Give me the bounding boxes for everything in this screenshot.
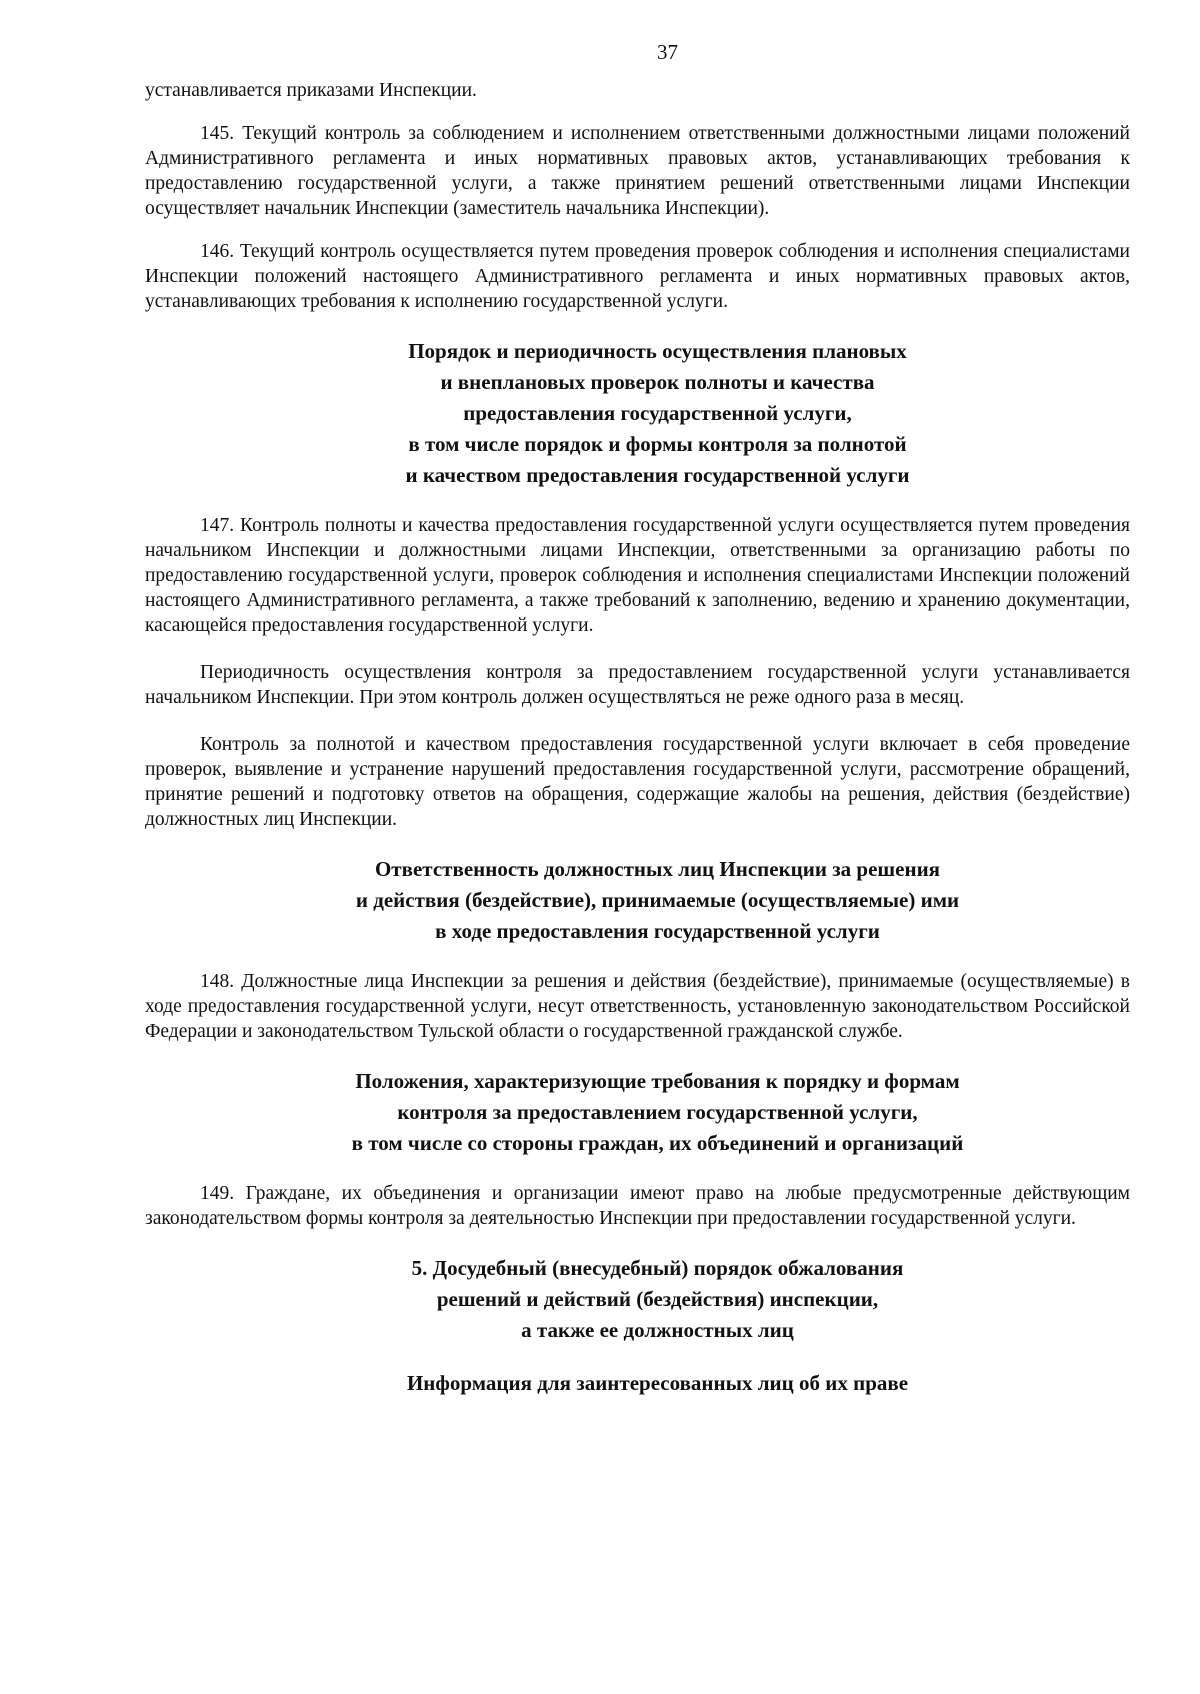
paragraph-continuation: устанавливается приказами Инспекции. xyxy=(145,80,477,101)
paragraph-146: 146. Текущий контроль осуществляется путем проведения проверок соблюдения и исполнения специалистами Инспекции положений настоящего Административного регламента и иных нормативных правовых актов, устанавливающих требования к исполнению государственной услуги. xyxy=(145,241,1130,312)
heading-line: Информация для заинтересованных лиц об их праве xyxy=(406,1371,909,1395)
heading-line: и внеплановых проверок полноты и качества xyxy=(440,370,875,394)
section-heading-responsibility xyxy=(145,854,1130,947)
section-heading-inspections xyxy=(145,336,1130,491)
heading-line: предоставления государственной услуги, xyxy=(463,401,852,425)
paragraph-148: 148. Должностные лица Инспекции за решения и действия (бездействие), принимаемые (осуществляемые) в ходе предоставления государственной услуги, несут ответственность, установленную законодательством Российской Федерации и законодательством Тульской области о государственной гражданской службе. xyxy=(145,971,1130,1042)
paragraph-149: 149. Граждане, их объединения и организации имеют право на любые предусмотренные действующим законодательством формы контроля за деятельностью Инспекции при предоставлении государственной услуги. xyxy=(145,1183,1130,1229)
heading-line: контроля за предоставлением государственной услуги, xyxy=(397,1100,918,1124)
section-heading-info-rights xyxy=(145,1368,1130,1399)
heading-line: 5. Досудебный (внесудебный) порядок обжалования xyxy=(411,1256,904,1280)
heading-line: в том числе со стороны граждан, их объединений и организаций xyxy=(351,1131,964,1155)
section-heading-appeal xyxy=(145,1253,1130,1346)
document-page xyxy=(145,40,1130,1399)
heading-line: Положения, характеризующие требования к порядку и формам xyxy=(355,1069,960,1093)
heading-line: решений и действий (бездействия) инспекции, xyxy=(436,1287,879,1311)
heading-line: а также ее должностных лиц xyxy=(521,1318,794,1342)
page-number: 37 xyxy=(657,40,678,64)
paragraph-periodicity: Периодичность осуществления контроля за предоставлением государственной услуги устанавливается начальником Инспекции. При этом контроль должен осуществляться не реже одного раза в месяц. xyxy=(145,662,1130,708)
heading-line: и действия (бездействие), принимаемые (осуществляемые) ими xyxy=(355,888,960,912)
heading-line: и качеством предоставления государственной услуги xyxy=(405,463,910,487)
paragraph-147: 147. Контроль полноты и качества предоставления государственной услуги осуществляется путем проведения начальником Инспекции и должностными лицами Инспекции, ответственными за организацию работы по предоставлению государственной услуги, проверок соблюдения и исполнения специалистами Инспекции положений настоящего Административного регламента, а также требований к заполнению, ведению и хранению документации, касающейся предоставления государственной услуги. xyxy=(145,515,1130,636)
paragraph-control-scope: Контроль за полнотой и качеством предоставления государственной услуги включает в себя проведение проверок, выявление и устранение нарушений предоставления государственной услуги, рассмотрение обращений, принятие решений и подготовку ответов на обращения, содержащие жалобы на решения, действия (бездействие) должностных лиц Инспекции. xyxy=(145,734,1130,830)
heading-line: в ходе предоставления государственной услуги xyxy=(435,919,880,943)
heading-line: Порядок и периодичность осуществления плановых xyxy=(408,339,907,363)
paragraph-145: 145. Текущий контроль за соблюдением и исполнением ответственными должностными лицами положений Административного регламента и иных нормативных правовых актов, устанавливающих требования к предоставлению государственной услуги, а также принятием решений ответственными лицами Инспекции осуществляет начальник Инспекции (заместитель начальника Инспекции). xyxy=(145,123,1130,219)
section-heading-control-forms xyxy=(145,1066,1130,1159)
heading-line: в том числе порядок и формы контроля за полнотой xyxy=(408,432,907,456)
heading-line: Ответственность должностных лиц Инспекции за решения xyxy=(374,857,941,881)
